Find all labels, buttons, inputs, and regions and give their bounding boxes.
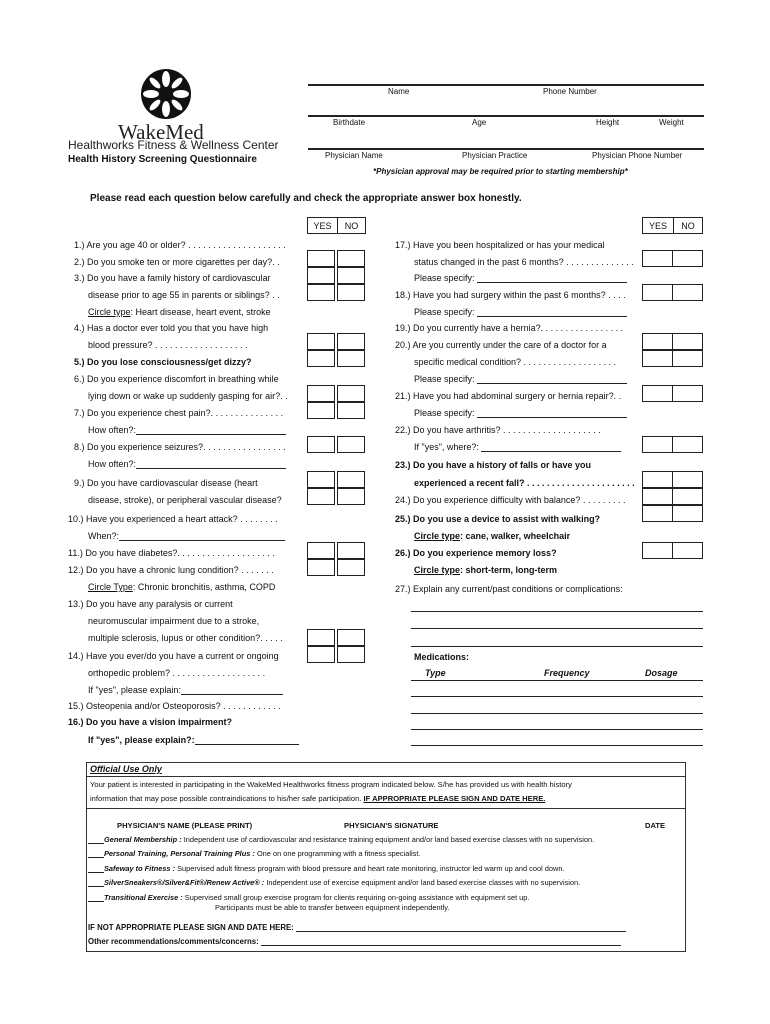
- q25-options: : cane, walker, wheelchair: [460, 531, 571, 541]
- other-recommendations-field[interactable]: [261, 938, 621, 946]
- q6-yes-box[interactable]: [307, 385, 335, 402]
- q27-line-1[interactable]: [411, 611, 703, 612]
- program-name: Personal Training, Personal Training Plus :: [104, 849, 255, 858]
- medications-type-header: Type: [425, 668, 446, 678]
- q12-no-box[interactable]: [337, 559, 365, 576]
- official-title: Official Use Only: [90, 764, 162, 774]
- form-title: Health History Screening Questionnaire: [68, 154, 257, 165]
- q19-text: 19.) Do you currently have a hernia?. . . . . . . . . . . . . . . . .: [395, 323, 624, 333]
- q24-yes-box[interactable]: [642, 488, 673, 505]
- q22-where-field[interactable]: [481, 442, 621, 452]
- program-desc: Independent use of cardiovascular and resistance training equipment and/or land based exercise classes with no supervision.: [183, 835, 595, 844]
- q7-no-box[interactable]: [337, 402, 365, 419]
- q18-no-box[interactable]: [672, 284, 703, 301]
- program-transitional-line2: Participants must be able to transfer between equipment independently.: [215, 903, 450, 912]
- q4-no-box[interactable]: [337, 333, 365, 350]
- q23-yes-box[interactable]: [642, 471, 673, 488]
- q20-text: 20.) Are you currently under the care of a doctor for a: [395, 340, 607, 350]
- official-para-2: [90, 794, 545, 803]
- q27-text: 27.) Explain any current/past conditions or complications:: [395, 584, 623, 594]
- q17-text: 17.) Have you been hospitalized or has your medical: [395, 240, 605, 250]
- program-desc: Supervised adult fitness program with blood pressure and heart rate monitoring, instructor led warm up and cool down.: [177, 864, 565, 873]
- q3-text-cont: disease prior to age 55 in parents or siblings? . .: [88, 290, 280, 300]
- q14-text: 14.) Have you ever/do you have a current or ongoing: [68, 651, 279, 661]
- program-name: General Membership :: [104, 835, 182, 844]
- q19-yes-box[interactable]: [642, 333, 673, 350]
- q2-text: 2.) Do you smoke ten or more cigarettes per day?. .: [74, 257, 280, 267]
- date-col: DATE: [645, 821, 666, 830]
- q21-no-box[interactable]: [672, 385, 703, 402]
- q20-text-cont: specific medical condition? . . . . . . . . . . . . . . . . . . .: [414, 357, 617, 367]
- how-often-label: How often?:: [88, 425, 137, 435]
- height-label: Height: [596, 118, 620, 127]
- q23-text: 23.) Do you have a history of falls or have you: [395, 460, 592, 470]
- q12-options: : Chronic bronchitis, asthma, COPD: [132, 582, 276, 592]
- q2-no-box[interactable]: [337, 267, 365, 284]
- program-general-checkbox[interactable]: [88, 836, 104, 844]
- q14-explain: [88, 685, 283, 695]
- q20-specify: [414, 374, 627, 384]
- q25-circle-type: [414, 531, 570, 541]
- circle-type-label: Circle type: [414, 531, 461, 541]
- q26-no-box[interactable]: [672, 542, 703, 559]
- q13-yes-box[interactable]: [307, 629, 335, 646]
- medications-title: Medications:: [414, 652, 470, 662]
- q9-text-cont: disease, stroke), or peripheral vascular disease?: [88, 495, 282, 505]
- q10-when-field[interactable]: [119, 531, 285, 541]
- q18-yes-box[interactable]: [642, 284, 673, 301]
- phone-label: Phone Number: [543, 87, 597, 96]
- brand-name: WakeMed: [118, 120, 204, 144]
- medication-line-5[interactable]: [411, 745, 703, 746]
- q23-text-cont: experienced a recent fall? . . . . . . . . . . . . . . . . . . . . . .: [414, 478, 635, 488]
- name-label: Name: [388, 87, 410, 96]
- circle-type-label: Circle Type: [88, 582, 133, 592]
- q17-specify-field[interactable]: [477, 273, 627, 283]
- birthdate-label: Birthdate: [333, 118, 366, 127]
- q13-text-cont1: neuromuscular impairment due to a stroke,: [88, 616, 260, 626]
- q16-explain-field[interactable]: [195, 735, 299, 745]
- specify-label: Please specify:: [414, 273, 475, 283]
- q14-text-cont: orthopedic problem? . . . . . . . . . . . . . . . . . . .: [88, 668, 266, 678]
- q21-text: 21.) Have you had abdominal surgery or hernia repair?. .: [395, 391, 622, 401]
- q10-yes-box[interactable]: [307, 488, 335, 505]
- q5-yes-box[interactable]: [307, 350, 335, 367]
- q6-text-cont: lying down or wake up suddenly gasping for air?. .: [88, 391, 288, 401]
- program-personal-training: [88, 849, 420, 858]
- q21-yes-box[interactable]: [642, 385, 673, 402]
- q25-text: 25.) Do you use a device to assist with walking?: [395, 514, 601, 524]
- q20-no-box[interactable]: [672, 350, 703, 367]
- q22-text: 22.) Do you have arthritis? . . . . . . . . . . . . . . . . . . . .: [395, 425, 601, 435]
- program-name: SilverSneakers®/Silver&Fit®/Renew Active® :: [104, 878, 265, 887]
- q11-yes-box[interactable]: [307, 542, 335, 559]
- q9-yes-box[interactable]: [307, 471, 335, 488]
- q25-yes-box[interactable]: [642, 505, 673, 522]
- circle-type-label: Circle type: [88, 307, 131, 317]
- specify-label: Please specify:: [414, 307, 475, 317]
- program-name: Transitional Exercise :: [104, 893, 183, 902]
- q13-text: 13.) Do you have any paralysis or current: [68, 599, 233, 609]
- program-silversneakers-checkbox[interactable]: [88, 879, 104, 887]
- q9-text: 9.) Do you have cardiovascular disease (heart: [74, 478, 258, 488]
- physician-phone-label: Physician Phone Number: [592, 151, 683, 160]
- not-appropriate-signature-field[interactable]: [296, 924, 626, 932]
- program-desc: Supervised small group exercise program for clients requiring on-going assistance with equipment set up.: [184, 893, 530, 902]
- q27-line-3[interactable]: [411, 646, 703, 647]
- q26-options: : short-term, long-term: [460, 565, 558, 575]
- q18-specify: [414, 307, 627, 317]
- q4-text-cont: blood pressure? . . . . . . . . . . . . . . . . . . .: [88, 340, 248, 350]
- other-recommendations-label: Other recommendations/comments/concerns:: [88, 937, 259, 946]
- q7-yes-box[interactable]: [307, 402, 335, 419]
- specify-label: Please specify:: [414, 374, 475, 384]
- q21-specify-field[interactable]: [477, 408, 627, 418]
- q6-no-box[interactable]: [337, 385, 365, 402]
- q24-text: 24.) Do you experience difficulty with balance? . . . . . . . . .: [395, 495, 626, 505]
- q22-where: [414, 442, 621, 452]
- q12-yes-box[interactable]: [307, 559, 335, 576]
- q12-text: 12.) Do you have a chronic lung condition? . . . . . . .: [68, 565, 274, 575]
- medications-frequency-header: Frequency: [544, 668, 590, 678]
- q19-no-box[interactable]: [672, 333, 703, 350]
- approval-note: *Physician approval may be required prior to starting membership*: [373, 167, 628, 176]
- q20-specify-field[interactable]: [477, 374, 627, 384]
- signature-divider: [86, 808, 686, 809]
- program-general: [88, 835, 594, 844]
- q8-how-often: [88, 459, 286, 469]
- how-often-label: How often?:: [88, 459, 137, 469]
- q14-yes-box[interactable]: [307, 646, 335, 663]
- q14-no-box[interactable]: [337, 646, 365, 663]
- q21-specify: [414, 408, 627, 418]
- physician-practice-label: Physician Practice: [462, 151, 528, 160]
- program-desc: One on one programming with a fitness specialist.: [256, 849, 421, 858]
- program-transitional-checkbox[interactable]: [88, 894, 104, 902]
- q14-explain-field[interactable]: [181, 685, 283, 695]
- left-no-header: NO: [337, 217, 366, 234]
- q11-text: 11.) Do you have diabetes?. . . . . . . . . . . . . . . . . . . .: [68, 548, 275, 558]
- explain-label: If "yes", please explain?:: [88, 735, 195, 745]
- q8-no-box[interactable]: [337, 436, 365, 453]
- q4-yes-box[interactable]: [307, 333, 335, 350]
- medications-dosage-header: Dosage: [645, 668, 678, 678]
- wakemed-logo-icon: [140, 68, 192, 120]
- official-para-1: Your patient is interested in participating in the WakeMed Healthworks fitness program indicated below. S/he has provided us with health history: [90, 780, 572, 789]
- program-safeway: [88, 864, 565, 873]
- q8-how-often-field[interactable]: [136, 459, 286, 469]
- explain-label: If "yes", please explain:: [88, 685, 181, 695]
- center-name: Healthworks Fitness & Wellness Center: [68, 138, 279, 152]
- q24-no-box[interactable]: [672, 488, 703, 505]
- physician-signature-col: PHYSICIAN'S SIGNATURE: [344, 821, 439, 830]
- name-line[interactable]: [308, 84, 704, 86]
- age-label: Age: [472, 118, 487, 127]
- q3-no-box[interactable]: [337, 284, 365, 301]
- left-yes-header: YES: [307, 217, 338, 234]
- q3-options: Heart disease, heart event, stroke: [135, 307, 271, 317]
- program-transitional: [88, 893, 529, 902]
- official-para-2-text: information that may pose possible contraindications to his/her safe participation.: [90, 794, 362, 803]
- q8-text: 8.) Do you experience seizures?. . . . . . . . . . . . . . . . .: [74, 442, 286, 452]
- physician-line[interactable]: [308, 148, 704, 150]
- birthdate-line[interactable]: [308, 115, 704, 117]
- q10-no-box[interactable]: [337, 488, 365, 505]
- q1-no-box[interactable]: [337, 250, 365, 267]
- official-sign-here: IF APPROPRIATE PLEASE SIGN AND DATE HERE.: [363, 794, 546, 803]
- wakemed-logo: [140, 68, 192, 120]
- q10-text: 10.) Have you experienced a heart attack? . . . . . . . .: [68, 514, 278, 524]
- q17-yes-box[interactable]: [642, 250, 673, 267]
- physician-name-col: PHYSICIAN'S NAME (PLEASE PRINT): [117, 821, 253, 830]
- medication-line-1[interactable]: [411, 680, 703, 681]
- official-title-underline: [86, 776, 686, 777]
- where-label: If "yes", where?:: [414, 442, 479, 452]
- q13-no-box[interactable]: [337, 629, 365, 646]
- q25-no-box[interactable]: [672, 505, 703, 522]
- instructions: Please read each question below carefully and check the appropriate answer box honestly.: [90, 193, 522, 204]
- q13-text-cont2: multiple sclerosis, lupus or other condition?. . . . .: [88, 633, 283, 643]
- when-label: When?:: [88, 531, 120, 541]
- q3-yes-box[interactable]: [307, 284, 335, 301]
- q4-text: 4.) Has a doctor ever told you that you have high: [74, 323, 269, 333]
- q15-text: 15.) Osteopenia and/or Osteoporosis? . . . . . . . . . . . .: [68, 701, 281, 711]
- q5-no-box[interactable]: [337, 350, 365, 367]
- q22-no-box[interactable]: [672, 436, 703, 453]
- q26-text: 26.) Do you experience memory loss?: [395, 548, 557, 558]
- medication-line-2[interactable]: [411, 696, 703, 697]
- q7-text: 7.) Do you experience chest pain?. . . . . . . . . . . . . . .: [74, 408, 284, 418]
- q3-circle-type: Circle type: Heart disease, heart event, stroke: [88, 307, 271, 317]
- q3-text: 3.) Do you have a family history of cardiovascular: [74, 273, 271, 283]
- q1-yes-box[interactable]: [307, 250, 335, 267]
- q9-no-box[interactable]: [337, 471, 365, 488]
- right-yes-header: YES: [642, 217, 674, 234]
- q10-when: [88, 531, 285, 541]
- q5-text: 5.) Do you lose consciousness/get dizzy?: [74, 357, 252, 367]
- specify-label: Please specify:: [414, 408, 475, 418]
- q16-text: 16.) Do you have a vision impairment?: [68, 717, 233, 727]
- program-silversneakers: [88, 878, 580, 887]
- medication-line-3[interactable]: [411, 713, 703, 714]
- program-safeway-checkbox[interactable]: [88, 865, 104, 873]
- q18-text: 18.) Have you had surgery within the past 6 months? . . . .: [395, 290, 626, 300]
- circle-type-label: Circle type: [414, 565, 461, 575]
- q17-no-box[interactable]: [672, 250, 703, 267]
- q17-specify: [414, 273, 627, 283]
- q27-line-2[interactable]: [411, 628, 703, 629]
- program-desc: Independent use of exercise equipment and/or land based exercise classes with no supervision.: [266, 878, 581, 887]
- weight-label: Weight: [659, 118, 684, 127]
- q23-no-box[interactable]: [672, 471, 703, 488]
- q2-yes-box[interactable]: [307, 267, 335, 284]
- q22-yes-box[interactable]: [642, 436, 673, 453]
- q12-circle-type: [88, 582, 275, 592]
- not-appropriate-label: IF NOT APPROPRIATE PLEASE SIGN AND DATE HERE:: [88, 923, 294, 932]
- q7-how-often-field[interactable]: [136, 425, 286, 435]
- medication-line-4[interactable]: [411, 729, 703, 730]
- q11-no-box[interactable]: [337, 542, 365, 559]
- not-appropriate-line: [88, 923, 626, 932]
- q8-yes-box[interactable]: [307, 436, 335, 453]
- q1-text: 1.) Are you age 40 or older? . . . . . . . . . . . . . . . . . . . .: [74, 240, 286, 250]
- q20-yes-box[interactable]: [642, 350, 673, 367]
- q7-how-often: [88, 425, 286, 435]
- program-pt-checkbox[interactable]: [88, 850, 104, 858]
- q6-text: 6.) Do you experience discomfort in breathing while: [74, 374, 279, 384]
- other-recommendations-line: [88, 937, 621, 946]
- q26-circle-type: [414, 565, 557, 575]
- q26-yes-box[interactable]: [642, 542, 673, 559]
- q17-text-cont: status changed in the past 6 months? . . . . . . . . . . . . . .: [414, 257, 634, 267]
- q16-explain: [88, 735, 299, 745]
- physician-name-label: Physician Name: [325, 151, 383, 160]
- q18-specify-field[interactable]: [477, 307, 627, 317]
- right-no-header: NO: [673, 217, 703, 234]
- program-name: Safeway to Fitness :: [104, 864, 176, 873]
